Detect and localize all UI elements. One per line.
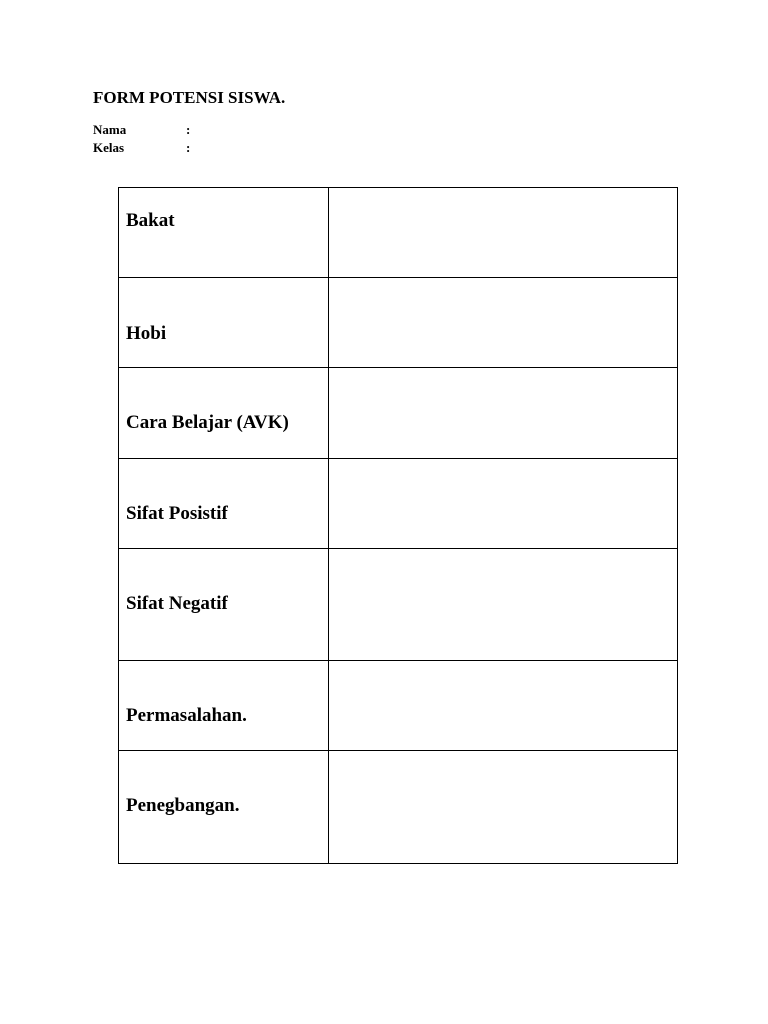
potensi-table: [118, 187, 678, 864]
row-value-sifat-negatif[interactable]: [329, 549, 678, 661]
row-label-cell: [119, 278, 329, 368]
row-value-sifat-positif[interactable]: [329, 459, 678, 549]
row-value-permasalahan[interactable]: [329, 661, 678, 751]
table-row-cara-belajar: [119, 368, 678, 459]
kelas-field: [93, 140, 190, 156]
row-label-cell: [119, 549, 329, 661]
table-row-bakat: [119, 188, 678, 278]
row-label-cell: [119, 751, 329, 864]
row-value-bakat[interactable]: [329, 188, 678, 278]
table-row-permasalahan: [119, 661, 678, 751]
row-label-sifat-positif: Sifat Posistif: [126, 503, 228, 524]
kelas-label: Kelas: [93, 140, 125, 155]
row-label-cell: [119, 368, 329, 459]
nama-label: Nama: [93, 122, 127, 137]
table-row-hobi: [119, 278, 678, 368]
row-value-hobi[interactable]: [329, 278, 678, 368]
row-label-permasalahan: Permasalahan.: [126, 705, 247, 726]
row-label-cell: [119, 661, 329, 751]
row-value-cara-belajar[interactable]: [329, 368, 678, 459]
row-label-cara-belajar: Cara Belajar (AVK): [126, 412, 289, 433]
row-label-bakat: Bakat: [126, 210, 175, 231]
row-label-penegbangan: Penegbangan.: [126, 795, 240, 816]
row-label-sifat-negatif: Sifat Negatif: [126, 593, 228, 614]
page-title: FORM POTENSI SISWA.: [93, 88, 286, 107]
row-label-cell: [119, 459, 329, 549]
nama-separator: :: [186, 122, 191, 137]
row-label-cell: [119, 188, 329, 278]
table-row-sifat-positif: [119, 459, 678, 549]
table-row-penegbangan: [119, 751, 678, 864]
row-value-penegbangan[interactable]: [329, 751, 678, 864]
table-row-sifat-negatif: [119, 549, 678, 661]
kelas-separator: :: [186, 140, 191, 155]
nama-field: [93, 122, 190, 138]
row-label-hobi: Hobi: [126, 323, 167, 344]
